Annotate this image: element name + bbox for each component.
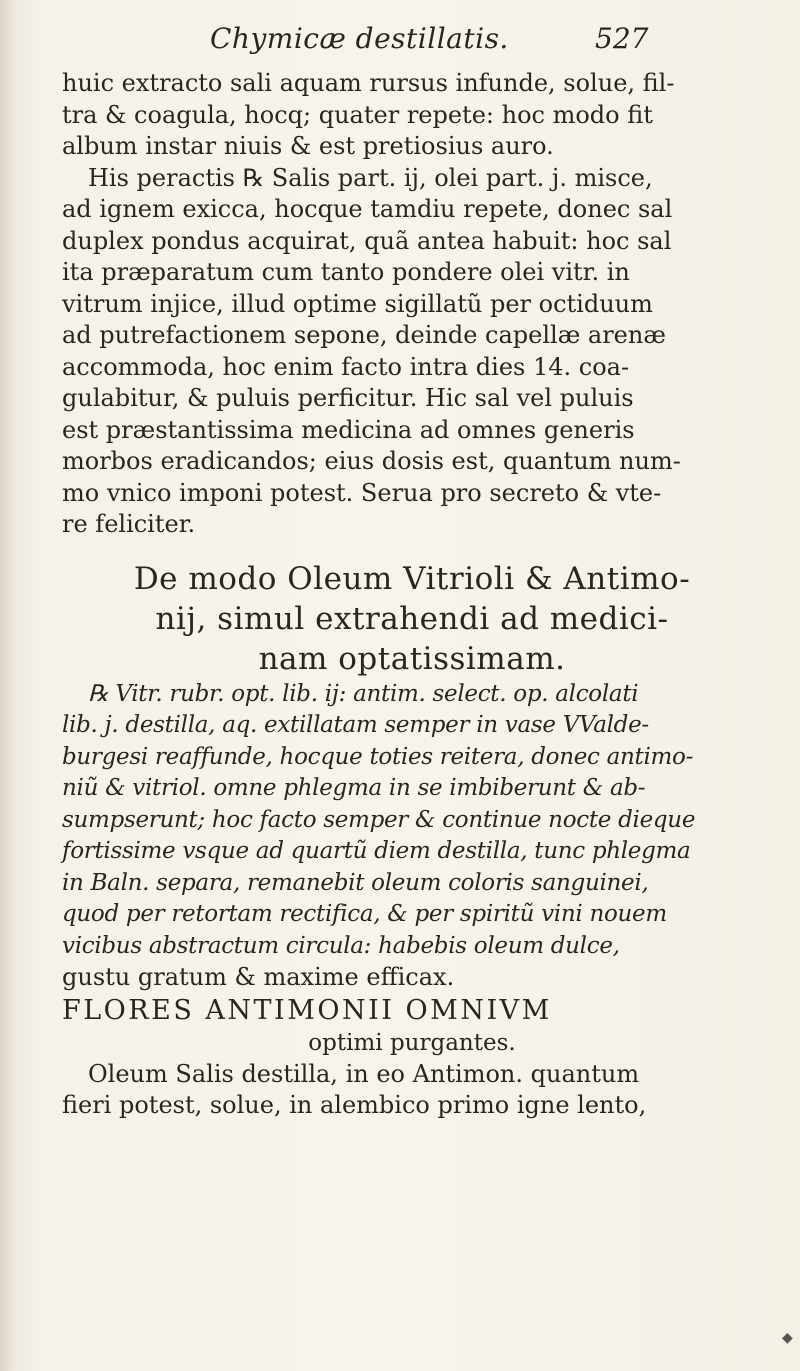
main-text	[62, 68, 762, 1122]
recipe-line: fortissime vsque ad quartũ diem destilla, tunc phlegma	[62, 838, 691, 864]
running-head-title: Chymicæ destillatis.	[210, 22, 509, 55]
section-heading: nij, simul extrahendi ad medici-	[155, 600, 669, 637]
text-line: ad ignem exicca, hocque tamdiu repete, donec sal	[62, 195, 673, 223]
recipe-line: sumpserunt; hoc facto semper & continue nocte dieque	[62, 806, 696, 833]
caps-heading: FLORES ANTIMONII OMNIVM	[62, 994, 552, 1026]
recipe-line: in Baln. separa, remanebit oleum coloris sanguinei,	[62, 869, 649, 896]
text-line: ita præparatum cum tanto pondere olei vitr. in	[62, 258, 630, 286]
caps-subheading: optimi purgantes.	[308, 1029, 516, 1056]
recipe-line: niũ & vitriol. omne phlegma in se imbiberunt & ab-	[62, 775, 646, 801]
recipe-line: quod per retortam rectifica, & per spiritũ vini nouem	[62, 901, 667, 927]
text-line: gustu gratum & maxime efficax.	[62, 963, 455, 991]
text-line: ad putrefactionem sepone, deinde capellæ arenæ	[62, 321, 666, 349]
recipe-line: ℞ Vitr. rubr. opt. lib. ij: antim. select. op. alcolati	[88, 680, 639, 707]
text-line: mo vnico imponi potest. Serua pro secreto & vte-	[62, 478, 662, 507]
text-line: album instar niuis & est pretiosius auro.	[62, 132, 554, 160]
text-line: tra & coagula, hocq; quater repete: hoc modo fit	[62, 100, 653, 129]
recipe-line: vicibus abstractum circula: habebis oleum dulce,	[62, 932, 620, 959]
text-line: est præstantissima medicina ad omnes generis	[62, 415, 635, 444]
text-line: accommoda, hoc enim facto intra dies 14. coa-	[62, 352, 630, 381]
recipe-line: lib. j. destilla, aq. extillatam semper in vase VValde-	[62, 712, 649, 738]
text-line: re feliciter.	[62, 510, 196, 538]
text-line: His peractis ℞ Salis part. ij, olei part. j. misce,	[88, 163, 653, 192]
text-line: Oleum Salis destilla, in eo Antimon. quantum	[88, 1059, 640, 1088]
ink-mark-icon: ◆	[782, 1330, 793, 1346]
section-heading: nam optatissimam.	[258, 640, 566, 677]
running-head	[90, 22, 690, 62]
text-line: huic extracto sali aquam rursus infunde, solue, fil-	[62, 69, 675, 97]
text-line: vitrum injice, illud optime sigillatũ per octiduum	[62, 289, 653, 318]
text-line: gulabitur, & puluis perficitur. Hic sal vel puluis	[62, 384, 634, 412]
text-line: fieri potest, solue, in alembico primo igne lento,	[62, 1091, 647, 1119]
text-line: duplex pondus acquirat, quã antea habuit: hoc sal	[62, 226, 672, 255]
page-gutter-shadow	[0, 0, 14, 1371]
page-number: 527	[595, 22, 649, 55]
text-line: morbos eradicandos; eius dosis est, quantum num-	[62, 447, 681, 475]
recipe-line: burgesi reaffunde, hocque toties reitera, donec antimo-	[62, 743, 694, 770]
section-heading: De modo Oleum Vitrioli & Antimo-	[133, 560, 691, 597]
